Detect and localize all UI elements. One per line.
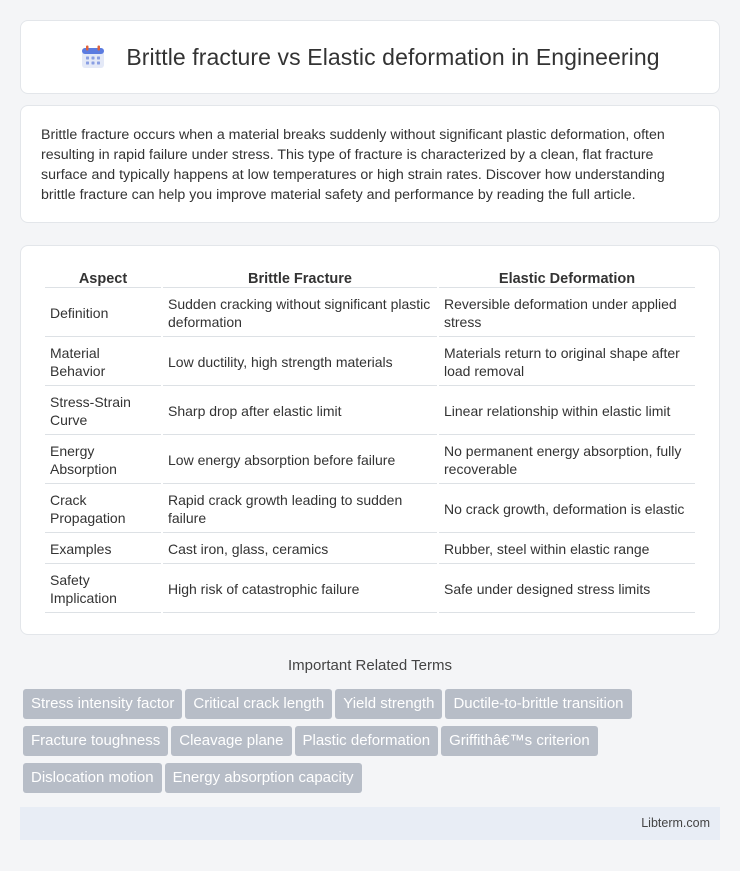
title-card [20,20,720,94]
table-cell-elastic: Materials return to original shape after load removal [439,339,695,386]
page-title: Brittle fracture vs Elastic deformation in Engineering [126,43,660,70]
table-cell-brittle: Rapid crack growth leading to sudden failure [163,486,437,533]
term-tag[interactable]: Dislocation motion [23,763,162,793]
table-row [45,566,695,613]
table-cell-aspect: Safety Implication [45,566,161,613]
comparison-table [43,266,697,615]
calendar-grid-icon [80,44,106,70]
header-aspect: Aspect [45,268,161,288]
table-cell-brittle: Sudden cracking without significant plastic deformation [163,290,437,337]
table-cell-brittle: High risk of catastrophic failure [163,566,437,613]
table-cell-brittle: Cast iron, glass, ceramics [163,535,437,564]
table-cell-aspect: Energy Absorption [45,437,161,484]
header-brittle-fracture: Brittle Fracture [163,268,437,288]
table-cell-aspect: Stress-Strain Curve [45,388,161,435]
term-tag[interactable]: Griffithâ€™s criterion [441,726,598,756]
intro-text: Brittle fracture occurs when a material breaks suddenly without significant plastic deformation, often resulting in rapid failure under stress. This type of fracture is characterized by a clean, flat fracture surface and typically happens at low temperatures or high strain rates. Discover how understanding brittle fracture can help you improve material safety and performance by reading the full article. [41,127,665,203]
intro-card [20,105,720,223]
term-tag[interactable]: Yield strength [335,689,442,719]
term-tag[interactable]: Cleavage plane [171,726,291,756]
term-tag[interactable]: Critical crack length [185,689,332,719]
table-cell-aspect: Crack Propagation [45,486,161,533]
table-cell-elastic: Linear relationship within elastic limit [439,388,695,435]
table-cell-elastic: No crack growth, deformation is elastic [439,486,695,533]
term-tag[interactable]: Ductile-to-brittle transition [445,689,631,719]
table-cell-aspect: Definition [45,290,161,337]
table-row [45,290,695,337]
term-tag[interactable]: Energy absorption capacity [165,763,362,793]
table-cell-brittle: Low energy absorption before failure [163,437,437,484]
table-cell-brittle: Low ductility, high strength materials [163,339,437,386]
term-tag[interactable]: Fracture toughness [23,726,168,756]
table-row [45,535,695,564]
table-row [45,437,695,484]
related-terms-list [23,689,723,800]
table-cell-brittle: Sharp drop after elastic limit [163,388,437,435]
term-tag[interactable]: Stress intensity factor [23,689,182,719]
footer-site-link[interactable]: Libterm.com [641,816,710,830]
table-cell-aspect: Examples [45,535,161,564]
table-cell-aspect: Material Behavior [45,339,161,386]
related-terms-heading: Important Related Terms [288,657,452,674]
table-cell-elastic: No permanent energy absorption, fully recoverable [439,437,695,484]
table-row [45,388,695,435]
header-elastic-deformation: Elastic Deformation [439,268,695,288]
table-row [45,339,695,386]
footer [20,807,720,840]
term-tag[interactable]: Plastic deformation [295,726,439,756]
table-cell-elastic: Reversible deformation under applied stress [439,290,695,337]
table-header-row [45,268,695,288]
comparison-table-card [20,245,720,635]
table-cell-elastic: Safe under designed stress limits [439,566,695,613]
table-row [45,486,695,533]
table-cell-elastic: Rubber, steel within elastic range [439,535,695,564]
